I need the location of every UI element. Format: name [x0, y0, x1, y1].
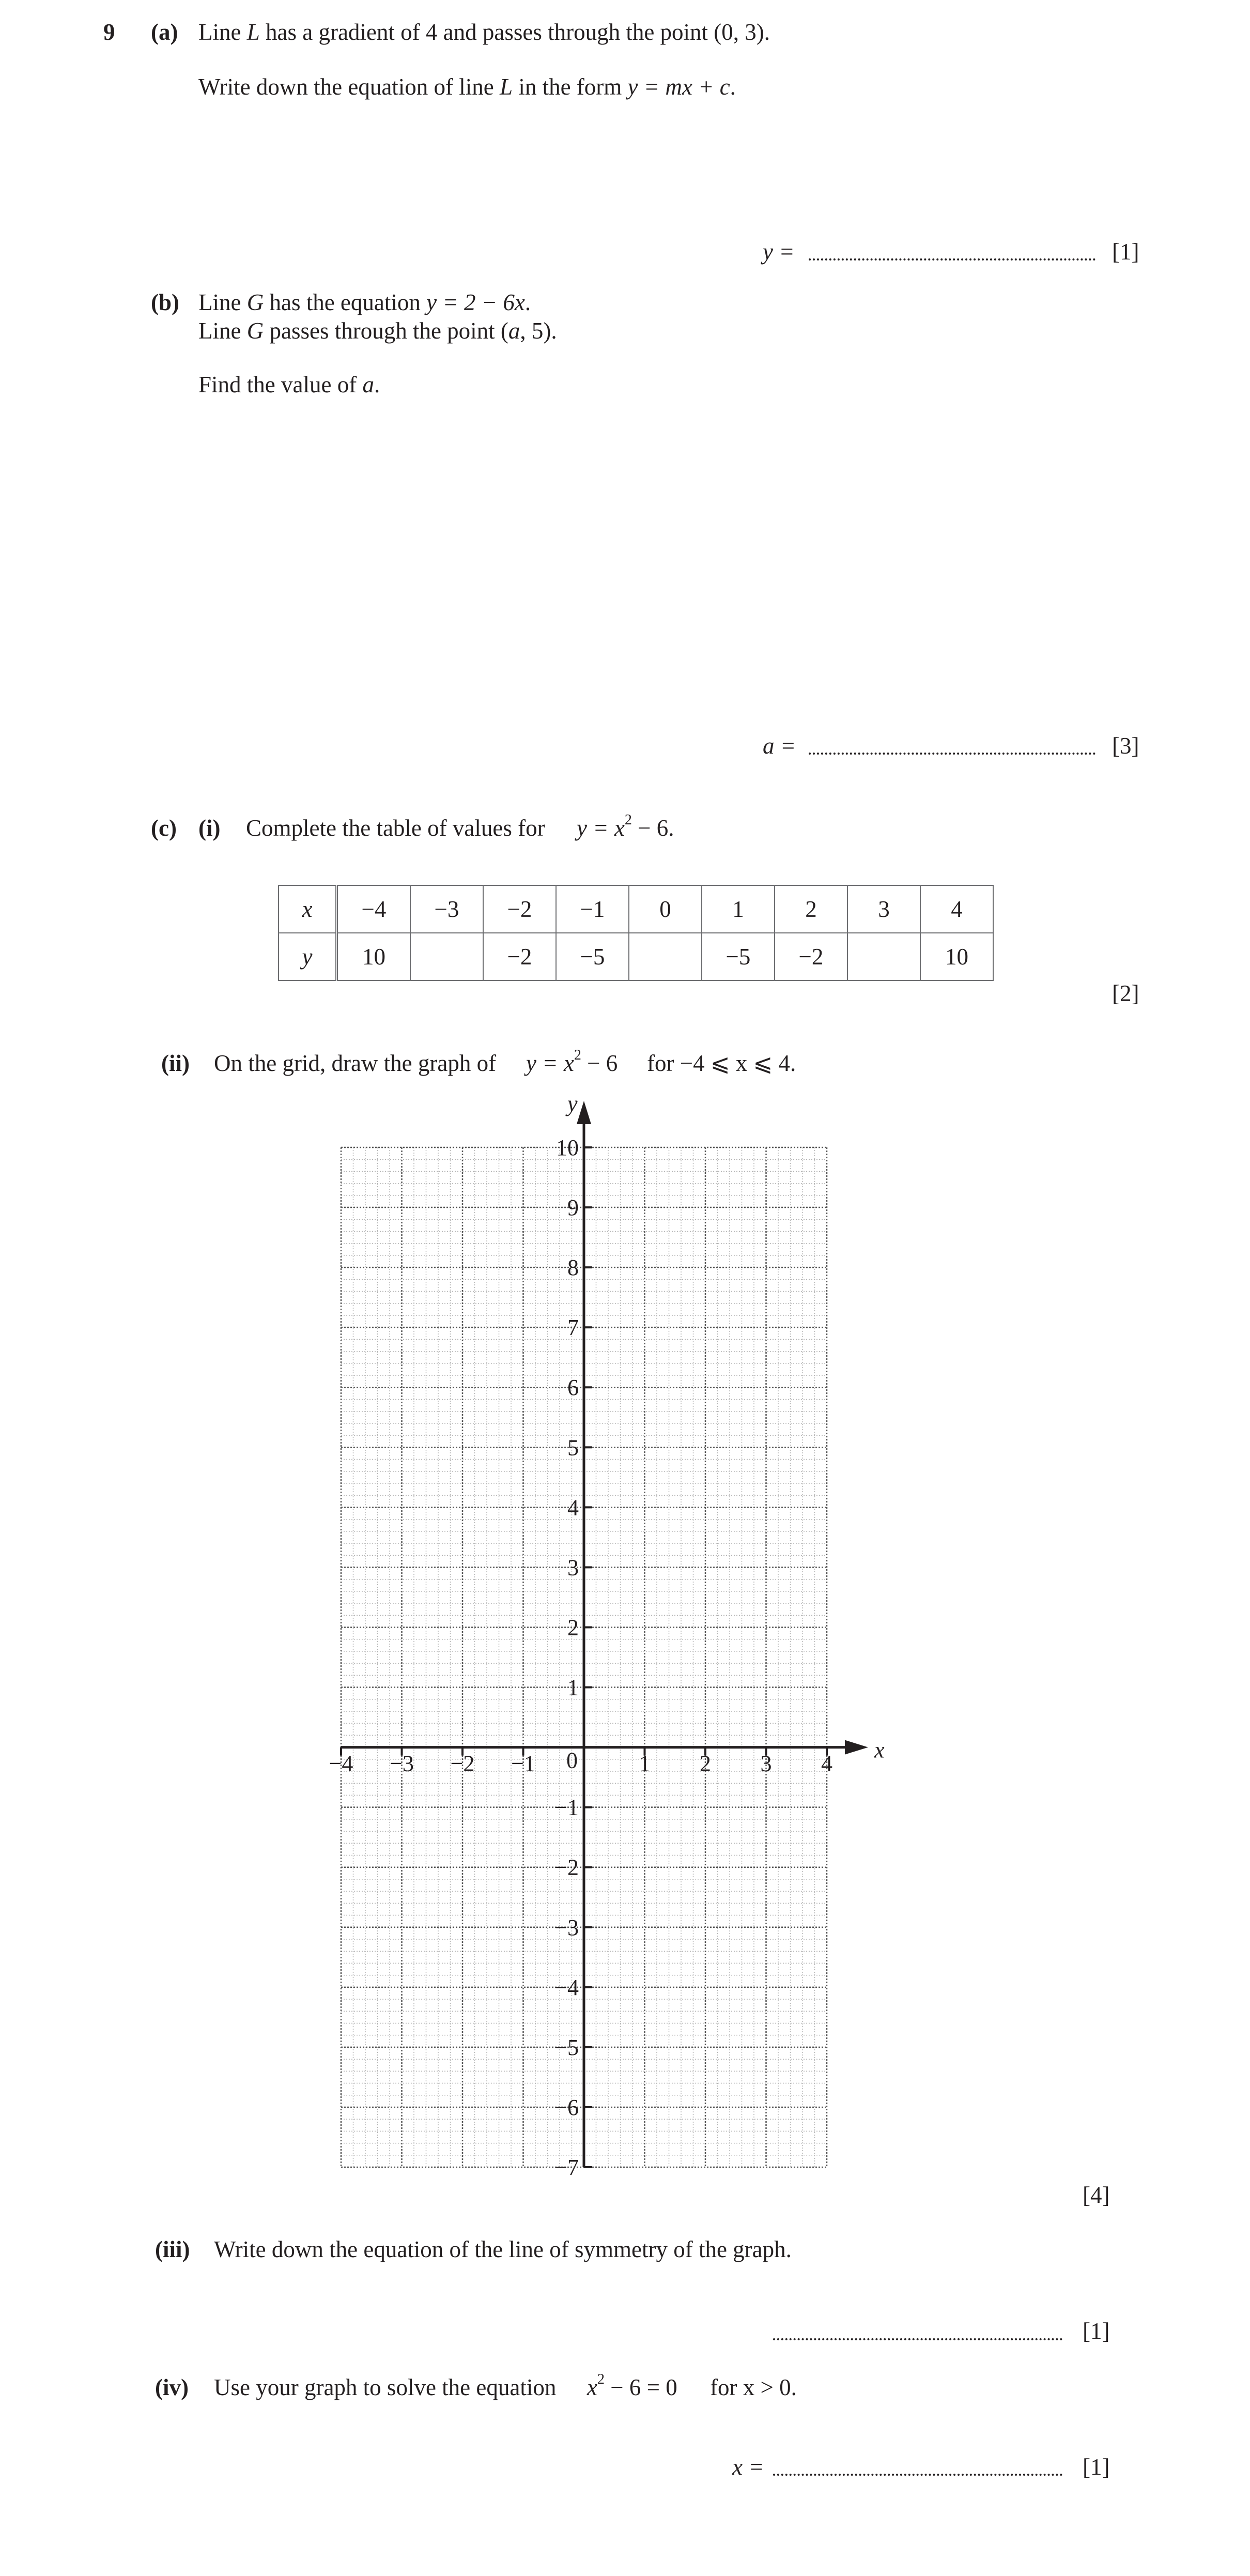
part-c-i-label: (i)	[198, 815, 221, 841]
x-tick-label: −4	[329, 1751, 353, 1776]
tick-labels	[329, 1091, 885, 2180]
table-cell: 10	[920, 933, 993, 980]
y-tick-label: 8	[567, 1255, 579, 1281]
part-c-i-equation: $y = x^2 - 6$.	[577, 812, 674, 841]
values-table	[278, 885, 994, 981]
table-row-y	[279, 933, 993, 980]
table-cell: −3	[410, 885, 483, 933]
part-c-i-text: Complete the table of values for	[246, 815, 545, 841]
table-input-cell[interactable]	[629, 933, 702, 980]
x-axis-label: x	[874, 1737, 885, 1763]
question-number: 9	[103, 19, 115, 45]
table-input-cell[interactable]	[847, 933, 920, 980]
part-c-ii-equation: $y = x^2 - 6$	[526, 1047, 618, 1076]
part-c-label: (c)	[151, 815, 177, 841]
part-c-iii-label: (iii)	[155, 2236, 190, 2262]
y-axis-label: y	[567, 1091, 578, 1116]
part-c-iv-equation: $x^2 - 6 = 0$	[587, 2371, 677, 2400]
part-b-answer-line[interactable]	[809, 753, 1095, 755]
x-tick-label: 4	[821, 1751, 832, 1776]
y-tick-label: −6	[554, 2094, 579, 2120]
table-cell: −1	[556, 885, 629, 933]
axes	[341, 1101, 868, 2167]
y-tick-label: 1	[567, 1675, 579, 1700]
part-a-marks: [1]	[1112, 239, 1139, 265]
part-c-iv-label: (iv)	[155, 2374, 189, 2400]
y-tick-label: 9	[567, 1195, 579, 1221]
part-c-ii-marks: [4]	[1083, 2182, 1110, 2208]
part-c-iii-answer-line[interactable]	[773, 2338, 1062, 2340]
table-cell: −5	[556, 933, 629, 980]
part-a-line1: Line L has a gradient of 4 and passes through the point (0, 3).	[198, 19, 770, 45]
part-c-i-marks: [2]	[1112, 980, 1139, 1006]
x-tick-label: −1	[511, 1751, 535, 1776]
part-c-iv-text: Use your graph to solve the equation	[214, 2374, 557, 2400]
part-c-iii-marks: [1]	[1083, 2318, 1110, 2344]
part-b-marks: [3]	[1112, 733, 1139, 759]
table-cell: −2	[483, 885, 556, 933]
table-cell: 3	[847, 885, 920, 933]
table-row-x	[279, 885, 993, 933]
x-tick-label: 2	[700, 1751, 711, 1776]
table-cell: 1	[702, 885, 775, 933]
y-tick-label: −3	[554, 1914, 579, 1940]
table-input-cell[interactable]	[410, 933, 483, 980]
part-c-ii-label: (ii)	[161, 1050, 190, 1076]
table-cell: −5	[702, 933, 775, 980]
part-a-answer-label: y =	[763, 239, 795, 265]
y-tick-label: 2	[567, 1615, 579, 1640]
table-cell: −4	[337, 885, 411, 933]
part-b-line2: Line G passes through the point (a, 5).	[198, 318, 557, 344]
part-b-label: (b)	[151, 289, 179, 315]
y-tick-label: 5	[567, 1435, 579, 1461]
y-tick-label: 3	[567, 1555, 579, 1581]
y-tick-label: 6	[567, 1375, 579, 1401]
y-tick-label: 10	[556, 1135, 579, 1160]
x-tick-label: 3	[760, 1751, 772, 1776]
y-tick-label: 7	[567, 1315, 579, 1341]
part-a-answer-line[interactable]	[809, 258, 1095, 260]
part-c-iii-text: Write down the equation of the line of symmetry of the graph.	[214, 2236, 792, 2262]
table-cell: −2	[775, 933, 847, 980]
part-c-iv-answer-line[interactable]	[773, 2474, 1062, 2476]
part-b-line1: Line G has the equation y = 2 − 6x.	[198, 289, 531, 315]
x-tick-label: −3	[390, 1751, 414, 1776]
table-header-x: x	[279, 885, 337, 933]
origin-label: 0	[566, 1747, 578, 1773]
y-axis-arrow	[577, 1101, 591, 1124]
part-b-answer-label: a =	[763, 733, 796, 759]
graph-grid[interactable]	[310, 1091, 889, 2243]
part-c-ii-text: On the grid, draw the graph of	[214, 1050, 497, 1076]
table-cell: 0	[629, 885, 702, 933]
part-c-ii-range: for −4 ⩽ x ⩽ 4.	[647, 1050, 796, 1076]
table-header-y: y	[279, 933, 337, 980]
y-tick-label: −5	[554, 2034, 579, 2060]
part-c-iv-condition: for x > 0.	[710, 2374, 797, 2400]
table-cell: 4	[920, 885, 993, 933]
part-a-label: (a)	[151, 19, 178, 45]
table-cell: 2	[775, 885, 847, 933]
y-tick-label: 4	[567, 1495, 579, 1521]
y-tick-label: −1	[554, 1795, 579, 1820]
table-cell: −2	[483, 933, 556, 980]
x-axis-arrow	[845, 1740, 868, 1755]
y-tick-label: −7	[554, 2155, 579, 2180]
part-c-iv-answer-label: x =	[732, 2454, 764, 2480]
table-cell: 10	[337, 933, 411, 980]
part-a-line2: Write down the equation of line L in the form y = mx + c.	[198, 74, 736, 100]
part-b-line3: Find the value of a.	[198, 372, 380, 397]
x-tick-label: 1	[639, 1751, 651, 1776]
y-tick-label: −4	[554, 1974, 579, 2000]
y-tick-label: −2	[554, 1854, 579, 1880]
part-c-iv-marks: [1]	[1083, 2454, 1110, 2480]
x-tick-label: −2	[450, 1751, 475, 1776]
